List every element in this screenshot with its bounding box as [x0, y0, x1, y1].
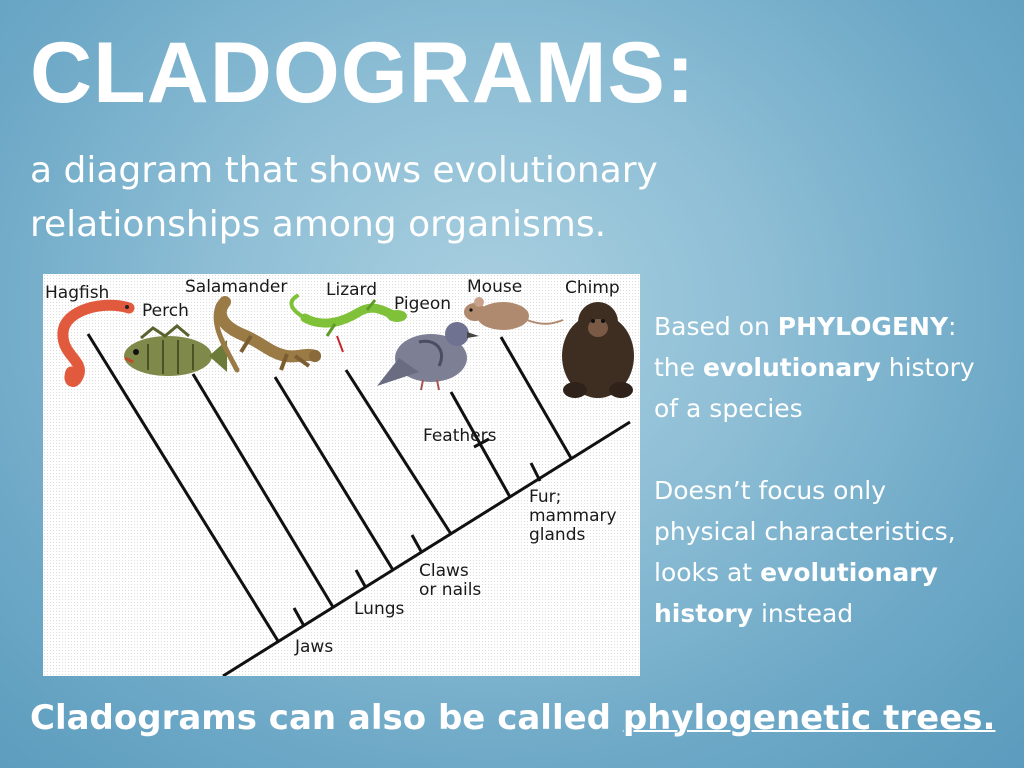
trait-label-claws — [419, 562, 481, 600]
sidebar-line: physical characteristics, — [654, 517, 956, 546]
trait-label-line: mammary — [529, 506, 617, 526]
subtitle-line: a diagram that shows evolutionary — [30, 150, 658, 191]
subtitle-line: relationships among organisms. — [30, 204, 607, 245]
evolutionary-term: evolutionary — [760, 558, 938, 587]
sidebar-line: of a species — [654, 394, 803, 423]
sidebar-line — [654, 306, 1019, 347]
history-term: history — [654, 599, 753, 628]
trait-label-fur — [529, 488, 617, 545]
organism-label-mouse: Mouse — [467, 277, 523, 297]
sidebar-text-span: Based on — [654, 312, 778, 341]
sidebar-text — [654, 306, 1019, 634]
tick-jaws — [294, 608, 304, 626]
mouse-icon — [464, 297, 563, 330]
sidebar-line — [654, 593, 1019, 634]
perch-icon — [124, 326, 227, 376]
branch-hagfish — [88, 334, 278, 641]
cladogram-trunk — [223, 422, 630, 676]
trait-label-jaws: Jaws — [295, 637, 334, 657]
sidebar-text-span: looks at — [654, 558, 761, 587]
hagfish-icon — [63, 305, 129, 381]
organism-label-chimp: Chimp — [565, 278, 620, 298]
phylogeny-term: PHYLOGENY — [777, 312, 949, 341]
trait-label-line: Claws — [419, 561, 469, 581]
branch-perch — [193, 374, 333, 607]
cladogram-svg — [43, 274, 640, 676]
organism-label-pigeon: Pigeon — [394, 294, 452, 314]
slide-title: CLADOGRAMS: — [30, 25, 696, 121]
cladogram-figure — [43, 274, 640, 676]
sidebar-line — [654, 347, 1019, 388]
tick-lungs — [356, 570, 366, 588]
sidebar-text-span: instead — [753, 599, 854, 628]
slide-subtitle — [30, 144, 730, 252]
tick-claws — [412, 535, 422, 553]
organism-label-perch: Perch — [142, 301, 189, 321]
footer-caption — [30, 696, 995, 740]
evolutionary-term: evolutionary — [702, 353, 881, 382]
sidebar-line — [654, 552, 1019, 593]
sidebar-text-span: the — [654, 353, 703, 382]
trait-label-lungs: Lungs — [354, 599, 405, 619]
organism-label-salamander: Salamander — [185, 277, 288, 297]
lizard-icon — [291, 296, 407, 352]
tick-fur — [531, 463, 540, 481]
sidebar-text-span: : — [948, 312, 957, 341]
phylogenetic-trees-link[interactable]: phylogenetic trees. — [622, 698, 996, 738]
sidebar-line: Doesn’t focus only — [654, 476, 887, 505]
sidebar-spacer — [654, 429, 1019, 470]
branch-mouse — [501, 337, 571, 458]
chimp-icon — [562, 302, 634, 398]
organism-label-hagfish: Hagfish — [45, 283, 110, 303]
trait-label-line: or nails — [419, 580, 482, 600]
footer-text: Cladograms can also be called — [30, 698, 623, 738]
trait-label-line: glands — [529, 525, 586, 545]
trait-label-line: Fur; — [529, 487, 562, 507]
branch-lizard — [346, 370, 451, 534]
salamander-icon — [216, 302, 321, 370]
trait-label-feathers: Feathers — [423, 426, 497, 446]
sidebar-text-span: history — [880, 353, 975, 382]
organism-label-lizard: Lizard — [326, 280, 378, 300]
pigeon-icon — [377, 322, 479, 390]
